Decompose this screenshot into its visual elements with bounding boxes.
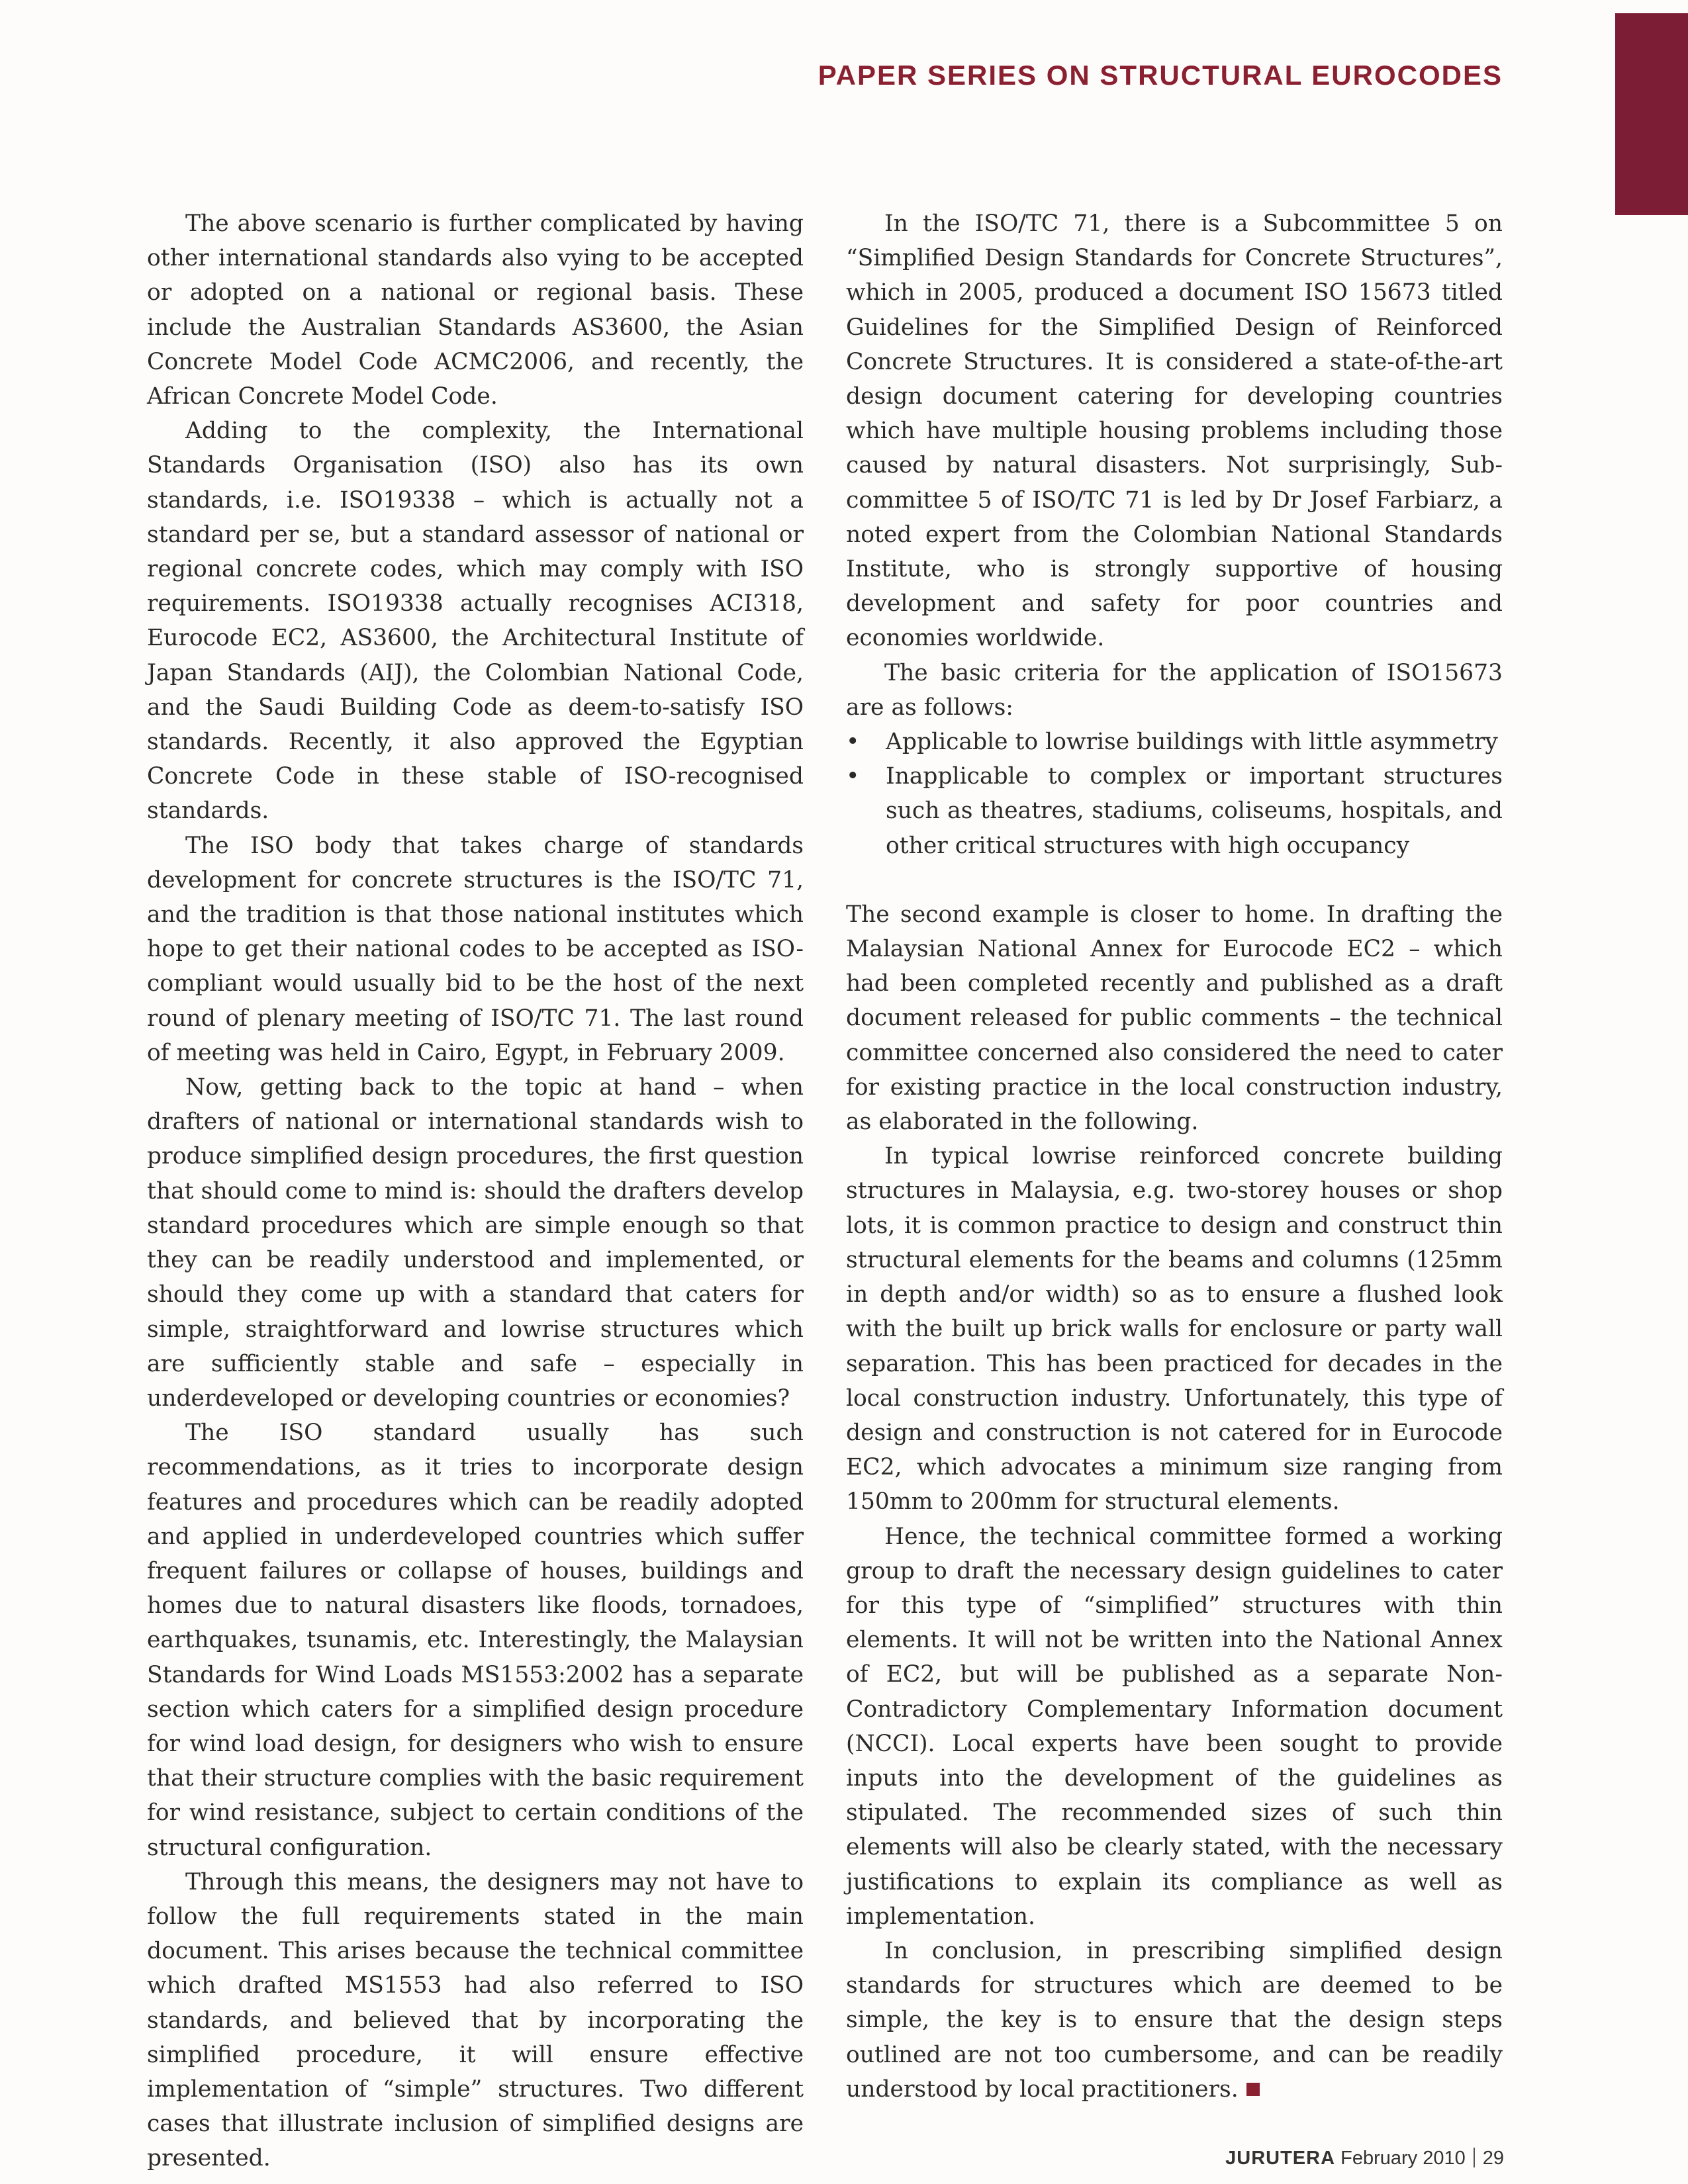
list-item: • Inapplicable to complex or important structures such as theatres, stadiums, coliseums, hospitals, and other critical structures with high occupancy [846,759,1503,863]
issue-date: February 2010 [1340,2148,1466,2169]
paragraph-text: In conclusion, in prescribing simplified design standards for structures which are deemed to be simple, the key is to ensure that the design steps outlined are not too cumbersome, and can be readily understood by local practitioners. [846,1937,1503,2103]
paragraph-last [846,1934,1503,2107]
chapter-tab [1615,13,1688,215]
page-number: 29 [1482,2148,1504,2169]
left-column [147,206,804,2176]
list-item: • Applicable to lowrise buildings with little asymmetry [846,725,1503,759]
paragraph: The ISO standard usually has such recommendations, as it tries to incorporate design features and procedures which can be readily adopted and applied in underdeveloped countries which suffer frequent failures or collapse of houses, buildings and homes due to natural disasters like floods, tornadoes, earthquakes, tsunamis, etc. Interestingly, the Malaysian Standards for Wind Loads MS1553:2002 has a separate section which caters for a simplified design procedure for wind load design, for designers who wish to ensure that their structure complies with the basic requirement for wind resistance, subject to certain conditions of the structural configuration. [147,1420,804,1861]
paragraph: Now, getting back to the topic at hand – when drafters of national or international standards wish to produce simplified design procedures, the first question that should come to mind is: should the drafters develop standard procedures which are simple enough so that they can be readily understood and implemented, or should they come up with a standard that caters for simple, straightforward and lowrise structures which are sufficiently stable and safe – especially in underdeveloped or developing countries or economies? [147,1074,804,1412]
footer-divider [1474,2148,1475,2167]
paragraph: The above scenario is further complicated by having other international standards also vying to be accepted or adopted on a national or regional basis. These include the Australian Standards AS3600, the Asian Concrete Model Code ACMC2006, and recently, the African Concrete Model Code. [147,210,804,410]
right-column [846,206,1503,2107]
paragraph: In the ISO/TC 71, there is a Subcommittee 5 on “Simplified Design Standards for Concrete Structures”, which in 2005, produced a document ISO 15673 titled Guidelines for the Simplified Design of Reinforced Concrete Structures. It is considered a state-of-the-art design document catering for developing countries which have multiple housing problems including those caused by natural disasters. Not surprisingly, Sub-committee 5 of ISO/TC 71 is led by Dr Josef Farbiarz, a noted expert from the Colombian National Standards Institute, who is strongly supportive of housing development and safety for poor countries and economies worldwide. [846,210,1503,652]
paragraph: In typical lowrise reinforced concrete building structures in Malaysia, e.g. two-storey houses or shop lots, it is common practice to design and construct thin structural elements for the beams and columns (125mm in depth and/or width) so as to ensure a flushed look with the built up brick walls for enclosure or party wall separation. This has been practiced for decades in the local construction industry. Unfortunately, this type of design and construction is not catered for in Eurocode EC2, which advocates a minimum size ranging from 150mm to 200mm for structural elements. [846,1143,1503,1516]
page-footer [1225,2148,1504,2169]
paragraph: Through this means, the designers may not have to follow the full requirements stated in the main document. This arises because the technical committee which drafted MS1553 had also referred to ISO standards, and believed that by incorporating the simplified procedure, it will ensure effective implementation of “simple” structures. Two different cases that illustrate inclusion of simplified designs are presented. [147,1868,804,2172]
magazine-name: JURUTERA [1225,2148,1336,2169]
criteria-list [846,725,1503,863]
paragraph: The second example is closer to home. In drafting the Malaysian National Annex for Eurocode EC2 – which had been completed recently and published as a draft document released for public comments – the technical committee concerned also considered the need to cater for existing practice in the local construction industry, as elaborated in the following. [846,901,1503,1136]
end-of-article-mark [1246,2083,1260,2096]
paragraph: Hence, the technical committee formed a working group to draft the necessary design guidelines to cater for this type of “simplified” structures with thin elements. It will not be written into the National Annex of EC2, but will be published as a separate Non-Contradictory Complementary Information document (NCCI). Local experts have been sought to provide inputs into the development of the guidelines as stipulated. The recommended sizes of such thin elements will also be clearly stated, with the necessary justifications to explain its compliance as well as implementation. [846,1523,1503,1930]
paragraph: The basic criteria for the application of ISO15673 are as follows: [846,659,1503,721]
paragraph: Adding to the complexity, the International Standards Organisation (ISO) also has its own standards, i.e. ISO19338 – which is actually not a standard per se, but a standard assessor of national or regional concrete codes, which may comply with ISO requirements. ISO19338 actually recognises ACI318, Eurocode EC2, AS3600, the Architectural Institute of Japan Standards (AIJ), the Colombian National Code, and the Saudi Building Code as deem-to-satisfy ISO standards. Recently, it also approved the Egyptian Concrete Code in these stable of ISO-recognised standards. [147,418,804,825]
paragraph: The ISO body that takes charge of standards development for concrete structures is the ISO/TC 71, and the tradition is that those national institutes which hope to get their national codes to be accepted as ISO-compliant would usually bid to be the host of the next round of plenary meeting of ISO/TC 71. The last round of meeting was held in Cairo, Egypt, in February 2009. [147,832,804,1066]
series-header: PAPER SERIES ON STRUCTURAL EUROCODES [818,60,1503,91]
